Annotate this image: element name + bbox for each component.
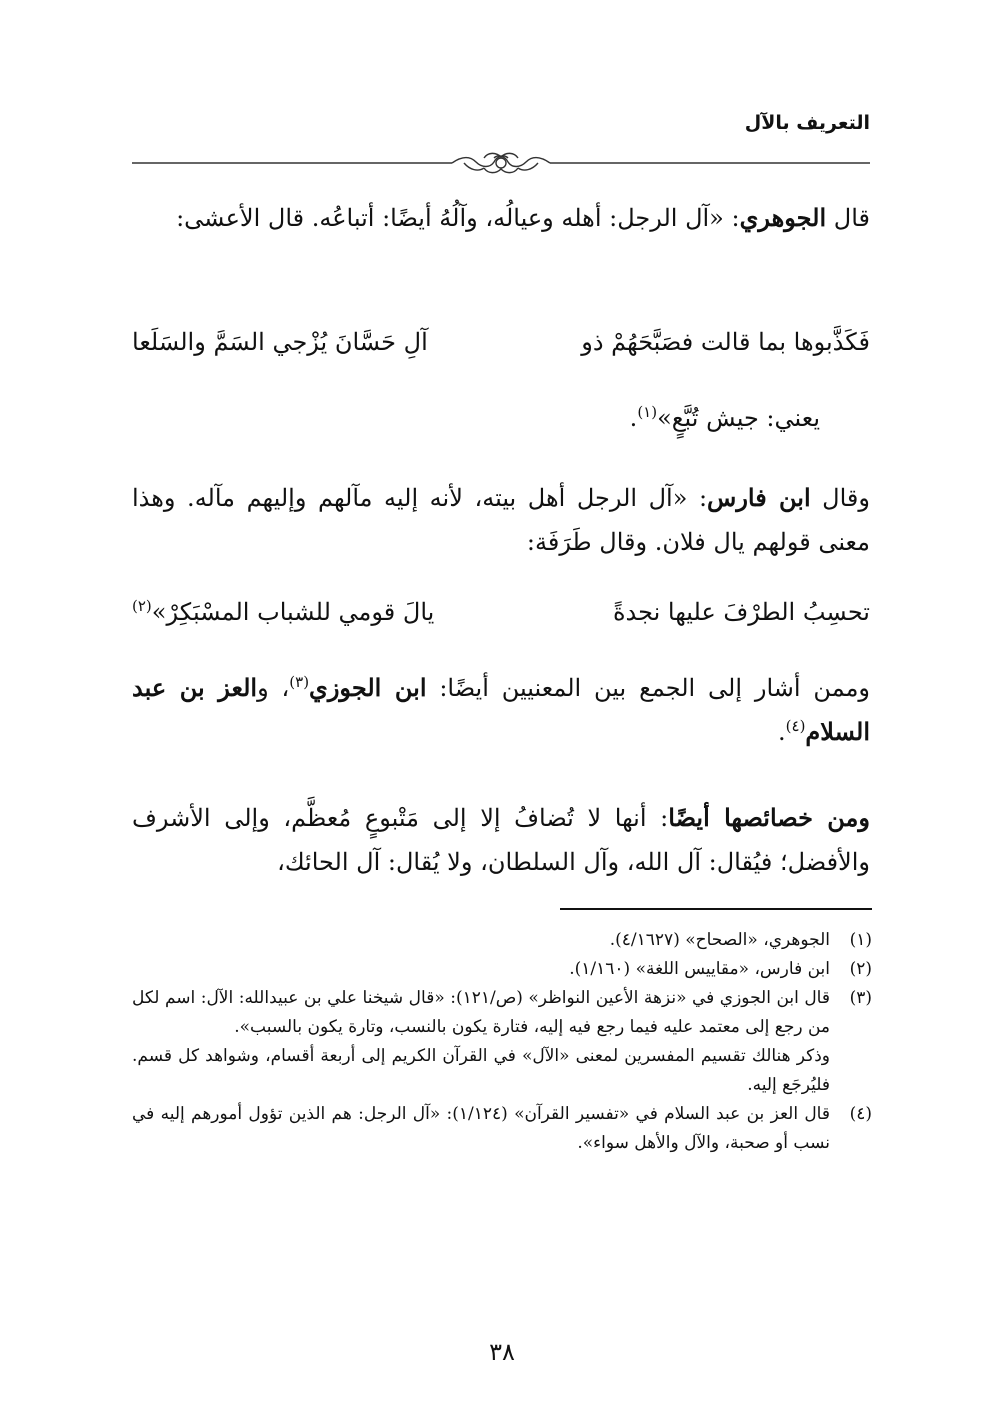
footnotes <box>132 926 872 1158</box>
footnote-ref: (١) <box>637 403 658 421</box>
paragraph-jawhari: قال الجوهري: «آل الرجل: أهله وعيالُه، وآلُهُ أيضًا: أتباعُه. قال الأعشى: <box>176 203 870 232</box>
footnote-ref: (٣) <box>289 673 310 691</box>
footnote-text: الجوهري، «الصحاح» (٤/١٦٢٧). <box>609 930 830 950</box>
footnote-number: (٣) <box>849 988 872 1008</box>
paragraph-ibn-faris: وقال ابن فارس: «آل الرجل أهل بيته، لأنه إليه مآلهم وإليهم مآله. وهذا معنى قولهم يال فلان. وقال طَرَفَة: <box>132 483 870 556</box>
verse-aasha <box>132 322 870 362</box>
ornamental-divider <box>132 148 870 178</box>
paragraph-characteristics: ومن خصائصها أيضًا: أنها لا تُضافُ إلا إلى مَتْبوعٍ مُعظَّم، وإلى الأشرف والأفضل؛ فيُقال: آل الله، وآل السلطان، ولا يُقال: آل الحائك، <box>132 803 870 876</box>
footnote-4 <box>132 1100 872 1158</box>
author-name: ابن فارس <box>707 483 811 512</box>
page-number: ٣٨ <box>489 1338 515 1366</box>
author-name: العز بن عبد السلام <box>132 673 870 746</box>
verse-first-hemistich: فَكَذَّبوها بما قالت فصَبَّحَهُمْ ذو <box>581 328 870 356</box>
footnote-number: (١) <box>849 930 872 950</box>
footnote-ref: (٢) <box>132 597 152 615</box>
footnote-1 <box>132 926 872 955</box>
footnote-3-continuation: وذكر هنالك تقسيم المفسرين لمعنى «الآل» في القرآن الكريم إلى أربعة أقسام، وشواهد كل قسم. فليُرجَع إليه. <box>132 1046 830 1095</box>
author-name: الجوهري <box>739 203 827 232</box>
verse-first-hemistich: تحسِبُ الطرْفَ عليها نجدةً <box>612 598 870 626</box>
running-title: التعريف بالآل <box>744 112 870 134</box>
footnote-ref: (٤) <box>785 717 806 735</box>
footnote-separator <box>560 908 872 910</box>
paragraph-combined-meaning: وممن أشار إلى الجمع بين المعنيين أيضًا: ابن الجوزي$^{(٣)}$، والعز بن عبد السلام$^{(٤)}$. <box>132 673 871 746</box>
footnote-2 <box>132 955 872 984</box>
footnote-number: (٤) <box>849 1104 872 1124</box>
footnote-text: قال ابن الجوزي في «نزهة الأعين النواظر» (ص/١٢١): «قال شيخنا علي بن عبيدالله: الآل: اسم لكل من رجع إلى معتمد عليه فيما رجع فيه إليه، فتارة يكون بالنسب، وتارة يكون بالسبب». <box>132 988 830 1037</box>
footnote-number: (٢) <box>849 959 872 979</box>
author-name: ابن الجوزي <box>309 673 427 702</box>
paragraph-explanation: يعني: جيش تُبَّعٍ»$^{(١)}$. <box>629 403 820 432</box>
footnote-text: قال العز بن عبد السلام في «تفسير القرآن» (١/١٢٤): «آل الرجل: هم الذين تؤول أمورهم إليه في نسب أو صحبة، والآل والأهل سواء». <box>132 1104 830 1153</box>
verse-tarafa <box>132 592 870 632</box>
verse-second-hemistich: يالَ قومي للشباب المسْبَكِرْ»$^{(٢)}$ <box>132 597 435 626</box>
footnote-text: ابن فارس، «مقاييس اللغة» (١/١٦٠). <box>569 959 830 979</box>
footnote-3 <box>132 984 872 1042</box>
verse-second-hemistich: آلِ حَسَّانَ يُزْجي السَمَّ والسَلَعا <box>132 328 428 356</box>
section-lead: ومن خصائصها أيضًا <box>668 803 870 832</box>
